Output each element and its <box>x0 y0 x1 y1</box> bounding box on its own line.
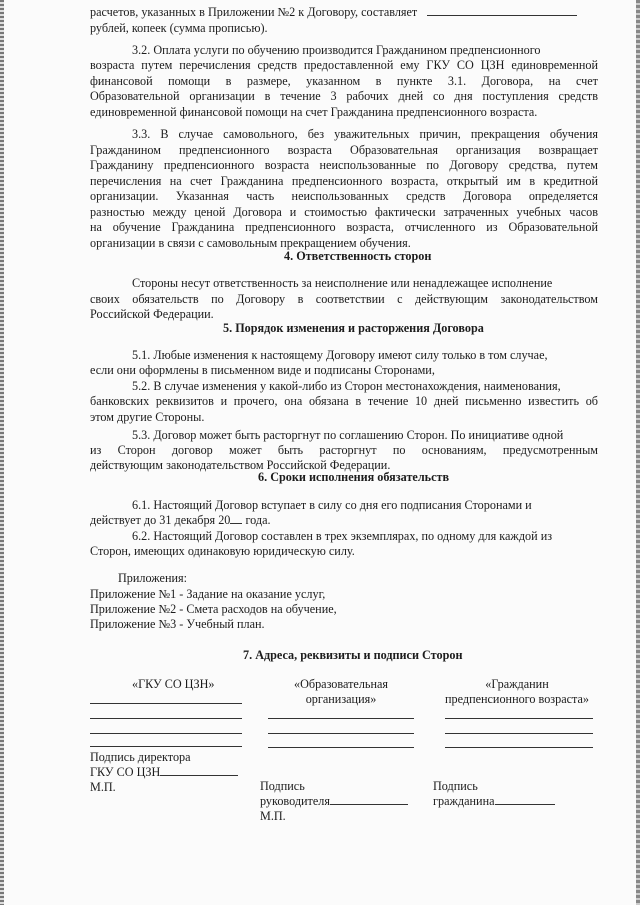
para-3-2-line-1: 3.2. Оплата услуги по обучению производится Гражданином предпенсионного <box>132 43 541 57</box>
para-3-1-line-1: расчетов, указанных в Приложении №2 к Договору, составляет <box>90 5 577 20</box>
section-5-3-line-1: 5.3. Договор может быть расторгнут по соглашению Сторон. По инициативе одной <box>132 428 564 442</box>
section-4-title: 4. Ответственность сторон <box>284 249 432 263</box>
party-3-name-1: «Гражданин <box>485 677 549 691</box>
attachment-3: Приложение №3 - Учебный план. <box>90 617 265 631</box>
section-5-3-line-3: действующим законодательством Российской Федерации. <box>90 458 391 472</box>
attachment-1: Приложение №1 - Задание на оказание услуг, <box>90 587 326 601</box>
party-3-signature-blank <box>495 804 555 805</box>
party-2-signature-blank <box>330 804 408 805</box>
para-3-3-line-6: разностью между ценой Договора и стоимостью фактически затраченных учебных часов <box>90 205 598 219</box>
para-3-1-line-2: рублей, копеек (сумма прописью). <box>90 21 268 35</box>
section-5-2-line-2: банковских реквизитов и прочего, она обязана в течение 10 дней письменно известить об <box>90 394 598 408</box>
party-2-sign-label: Подпись <box>260 779 305 793</box>
party-2-line-3 <box>268 747 414 748</box>
para-3-2-line-4: Образовательной организации в течение 3 рабочих дней со дня поступления средств <box>90 89 598 103</box>
party-1-sign-label: Подпись директора <box>90 750 191 764</box>
party-1-line-3 <box>90 733 242 734</box>
section-4-line-1: Стороны несут ответственность за неисполнение или ненадлежащее исполнение <box>132 276 553 290</box>
para-3-3-line-4: перечисления на счет Гражданина предпенсионного возраста, открытый им в кредитной <box>90 174 598 188</box>
para-3-3-line-7: на обучение Гражданина предпенсионного возраста, отчисленного из Образовательной <box>90 220 598 234</box>
para-3-3-line-5: организации. Указанная часть неиспользованных средств Договора определяется <box>90 189 598 203</box>
year-blank <box>230 523 242 524</box>
section-6-1-line-2: действует до 31 декабря 20 года. <box>90 513 271 527</box>
party-2-name-2: организация» <box>305 692 377 706</box>
para-3-3-line-2: Гражданином предпенсионного возраста Образовательная организация возвращает <box>90 143 598 157</box>
section-5-2-line-1: 5.2. В случае изменения у какой-либо из Сторон местонахождения, наименования, <box>132 379 561 393</box>
sum-blank <box>427 15 577 16</box>
party-3-sign-label: Подпись <box>433 779 478 793</box>
section-6-2-line-2: Сторон, имеющих одинаковую юридическую силу. <box>90 544 355 558</box>
party-2-sign-role: руководителя <box>260 794 408 809</box>
party-1-signature-blank <box>160 775 238 776</box>
party-3-line-2 <box>445 733 593 734</box>
section-7-title: 7. Адреса, реквизиты и подписи Сторон <box>243 648 463 662</box>
party-1-line-2 <box>90 718 242 719</box>
party-1-stamp: М.П. <box>90 780 116 794</box>
section-4-line-2: своих обязательств по Договору в соответствии с действующим законодательством <box>90 292 598 306</box>
section-5-1-line-2: если они оформлены в письменном виде и подписаны Сторонами, <box>90 363 435 377</box>
party-3-line-1 <box>445 718 593 719</box>
party-1-name: «ГКУ СО ЦЗН» <box>132 677 215 691</box>
party-2-line-1 <box>268 718 414 719</box>
section-5-title: 5. Порядок изменения и расторжения Договора <box>223 321 484 335</box>
scan-edge-right <box>636 0 640 905</box>
section-6-1-line-1: 6.1. Настоящий Договор вступает в силу со дня его подписания Сторонами и <box>132 498 532 512</box>
party-3-name-2: предпенсионного возраста» <box>445 692 589 706</box>
party-2-name-1: «Образовательная <box>293 677 389 691</box>
section-4-line-3: Российской Федерации. <box>90 307 214 321</box>
section-5-1-line-1: 5.1. Любые изменения к настоящему Договору имеют силу только в том случае, <box>132 348 548 362</box>
party-3-sign-role: гражданина <box>433 794 555 809</box>
section-6-2-line-1: 6.2. Настоящий Договор составлен в трех экземплярах, по одному для каждой из <box>132 529 553 543</box>
party-3-line-3 <box>445 747 593 748</box>
para-3-2-line-5: единовременной финансовой помощи на счет Гражданина предпенсионного возраста. <box>90 105 538 119</box>
party-2-stamp: М.П. <box>260 809 286 823</box>
party-1-sign-org: ГКУ СО ЦЗН <box>90 765 238 780</box>
para-3-2-line-2: возраста путем перечисления средств предоставленной ему ГКУ СО ЦЗН единовременной <box>90 58 598 72</box>
attachments-heading: Приложения: <box>118 571 187 585</box>
para-3-2-line-3: финансовой помощи в размере, указанном в пункте 3.1. Договора, на счет <box>90 74 598 88</box>
party-1-line-1 <box>90 703 242 704</box>
section-5-2-line-3: этом другие Стороны. <box>90 410 205 424</box>
party-2-line-2 <box>268 733 414 734</box>
para-3-3-line-1: 3.3. В случае самовольного, без уважительных причин, прекращения обучения <box>132 127 598 141</box>
para-3-3-line-8: организации в связи с самовольным прекращением обучения. <box>90 236 411 250</box>
para-3-3-line-3: Гражданину предпенсионного возраста неиспользованные по Договору средства, путем <box>90 158 598 172</box>
section-6-title: 6. Сроки исполнения обязательств <box>258 470 450 484</box>
scan-edge-left <box>0 0 4 905</box>
party-1-line-4 <box>90 746 242 747</box>
attachment-2: Приложение №2 - Смета расходов на обучение, <box>90 602 337 616</box>
section-5-3-line-2: из Сторон договор может быть расторгнут по основаниям, предусмотренным <box>90 443 598 457</box>
